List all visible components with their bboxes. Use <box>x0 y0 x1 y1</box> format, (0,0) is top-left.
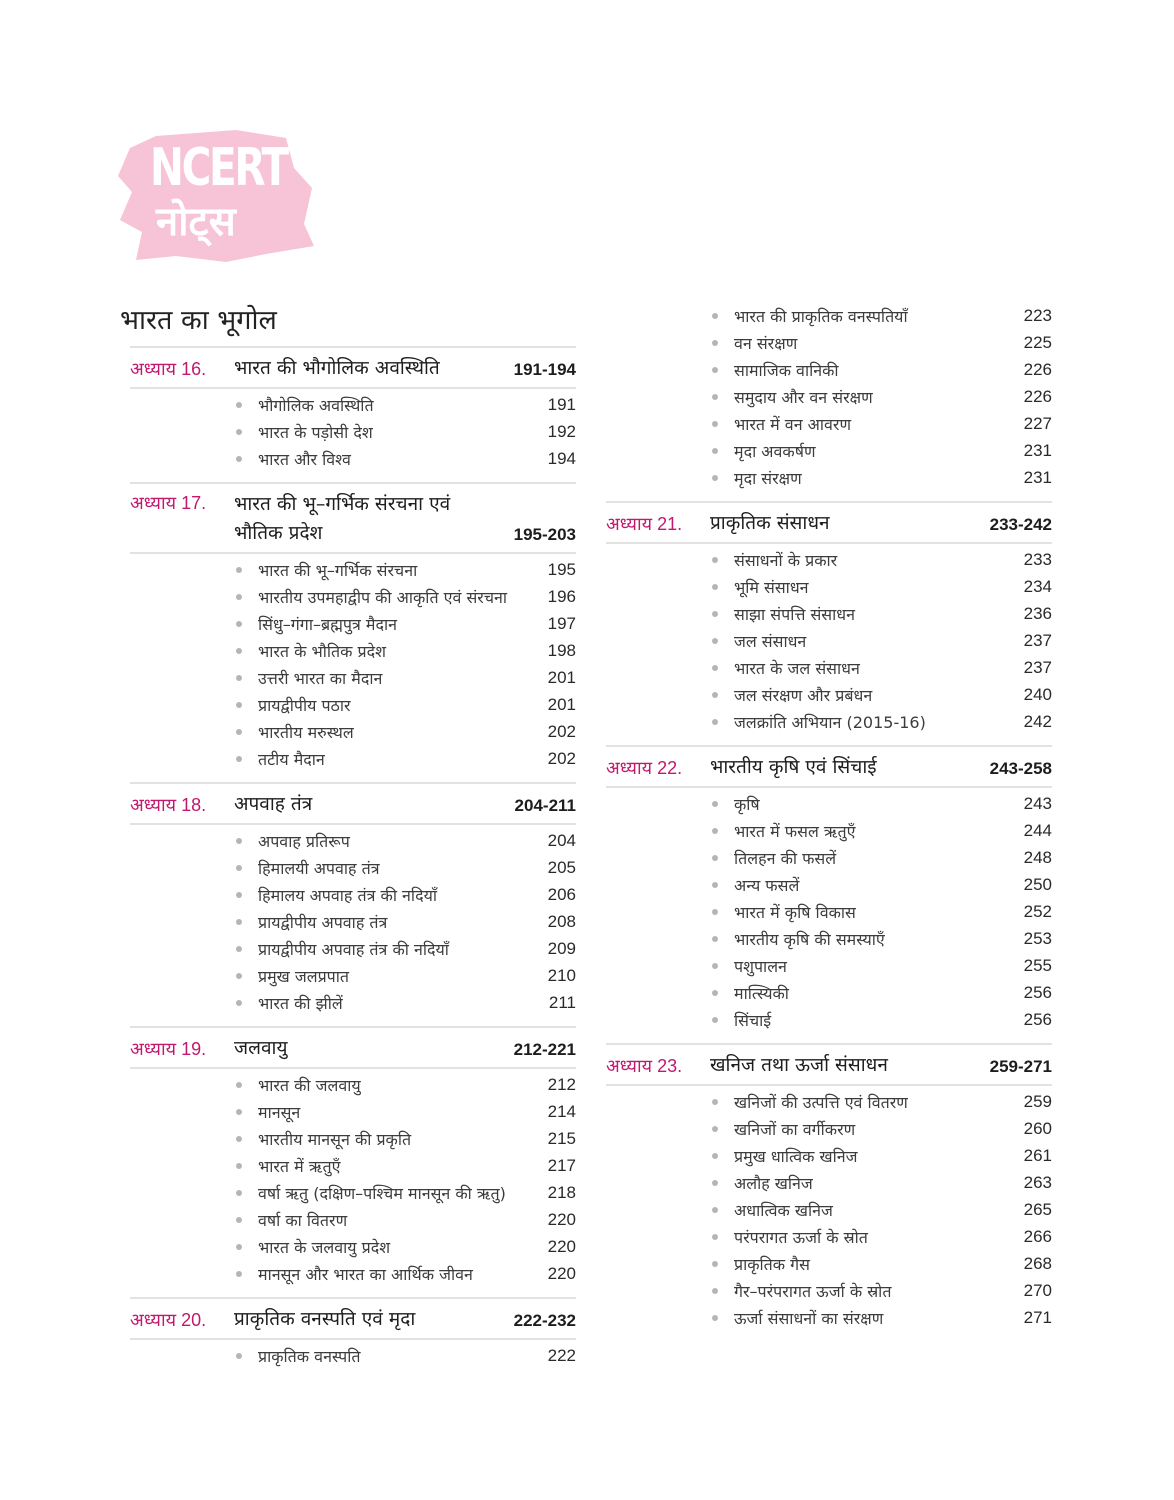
bullet-icon <box>712 367 718 373</box>
toc-item[interactable] <box>130 935 576 962</box>
bullet-icon <box>712 1288 718 1294</box>
bullet-icon <box>236 675 242 681</box>
toc-item[interactable] <box>606 329 1052 356</box>
toc-item[interactable] <box>130 1206 576 1233</box>
toc-item[interactable] <box>606 952 1052 979</box>
toc-item[interactable] <box>130 745 576 772</box>
item-text: भारत के जल संसाधन <box>734 658 860 678</box>
bullet-icon <box>712 448 718 454</box>
item-page: 253 <box>1023 928 1052 948</box>
bullet-icon <box>236 919 242 925</box>
toc-item[interactable] <box>130 637 576 664</box>
item-page: 256 <box>1023 1009 1052 1029</box>
item-page: 226 <box>1023 359 1052 379</box>
chapter-pages: 191-194 <box>513 360 576 379</box>
item-page: 220 <box>547 1263 576 1283</box>
item-text: भारत के पड़ोसी देश <box>258 422 373 442</box>
item-text: सिंधु–गंगा–ब्रह्मपुत्र मैदान <box>258 614 398 634</box>
item-text: भारत में ऋतुएँ <box>258 1156 341 1176</box>
toc-item[interactable] <box>130 881 576 908</box>
item-text: तटीय मैदान <box>258 749 325 769</box>
item-page: 268 <box>1023 1253 1052 1273</box>
item-page: 240 <box>1023 684 1052 704</box>
bullet-icon <box>712 1315 718 1321</box>
bullet-icon <box>236 1000 242 1006</box>
bullet-icon <box>236 1136 242 1142</box>
item-page: 210 <box>547 965 576 985</box>
bullet-icon <box>236 838 242 844</box>
bullet-icon <box>712 665 718 671</box>
item-page: 194 <box>547 448 576 468</box>
item-page: 198 <box>547 640 576 660</box>
toc-item[interactable] <box>606 1169 1052 1196</box>
chapter-17 <box>130 482 576 782</box>
item-page: 259 <box>1023 1091 1052 1111</box>
bullet-icon <box>236 1217 242 1223</box>
bullet-icon <box>712 1017 718 1023</box>
item-text: भारतीय मरुस्थल <box>258 722 354 742</box>
bullet-icon <box>712 855 718 861</box>
toc-right-column <box>606 302 1052 1341</box>
bullet-icon <box>712 638 718 644</box>
item-text: परंपरागत ऊर्जा के स्रोत <box>734 1227 868 1247</box>
item-text: भारतीय कृषि की समस्याएँ <box>734 929 885 949</box>
bullet-icon <box>236 729 242 735</box>
item-page: 261 <box>1023 1145 1052 1165</box>
item-text: अलौह खनिज <box>734 1173 813 1193</box>
item-page: 248 <box>1023 847 1052 867</box>
toc-item[interactable] <box>606 627 1052 654</box>
chapter-title-line2: भौतिक प्रदेश <box>234 522 323 544</box>
chapter-pages: 233-242 <box>989 515 1052 534</box>
item-text: जल संसाधन <box>734 631 807 651</box>
chapter-title <box>234 490 496 548</box>
item-text: प्रमुख जलप्रपात <box>258 966 350 986</box>
item-text: प्रायद्वीपीय पठार <box>258 695 351 715</box>
item-text: भारत में फसल ऋतुएँ <box>734 821 856 841</box>
item-text: भारत के जलवायु प्रदेश <box>258 1237 391 1257</box>
item-page: 250 <box>1023 874 1052 894</box>
bullet-icon <box>236 1163 242 1169</box>
item-text: भारत के भौतिक प्रदेश <box>258 641 387 661</box>
bullet-icon <box>712 828 718 834</box>
bullet-icon <box>236 621 242 627</box>
chapter-20 <box>130 1297 576 1379</box>
item-text: हिमालयी अपवाह तंत्र <box>258 858 380 878</box>
bullet-icon <box>236 946 242 952</box>
item-text: भौगोलिक अवस्थिति <box>258 395 374 415</box>
chapter-heading[interactable] <box>606 1045 1052 1086</box>
item-page: 231 <box>1023 467 1052 487</box>
toc-item[interactable] <box>606 1223 1052 1250</box>
toc-item[interactable] <box>130 391 576 418</box>
bullet-icon <box>236 429 242 435</box>
item-page: 225 <box>1023 332 1052 352</box>
chapter-title: भारत की भौगोलिक अवस्थिति <box>234 357 440 379</box>
item-page: 256 <box>1023 982 1052 1002</box>
item-text: मानसून और भारत का आर्थिक जीवन <box>258 1264 473 1284</box>
item-text: वर्षा ऋतु (दक्षिण–पश्चिम मानसून की ऋतु) <box>258 1183 506 1203</box>
item-text: भारत में कृषि विकास <box>734 902 856 922</box>
toc-item[interactable] <box>130 691 576 718</box>
toc-item[interactable] <box>606 464 1052 491</box>
toc-item[interactable] <box>606 790 1052 817</box>
item-page: 217 <box>547 1155 576 1175</box>
item-page: 195 <box>547 559 576 579</box>
toc-item[interactable] <box>606 1277 1052 1304</box>
chapter-21 <box>606 501 1052 745</box>
bullet-icon <box>712 340 718 346</box>
item-text: सिंचाई <box>734 1010 772 1030</box>
chapter-heading[interactable] <box>130 1028 576 1069</box>
chapter-pages: 204-211 <box>514 796 576 815</box>
bullet-icon <box>712 584 718 590</box>
chapter-title-line1: भारत की भू–गर्भिक संरचना एवं <box>234 493 451 515</box>
bullet-icon <box>236 594 242 600</box>
section-title: भारत का भूगोल <box>120 305 277 336</box>
chapter-label: अध्याय 20. <box>130 1310 207 1330</box>
chapter-label: अध्याय 17. <box>130 493 207 513</box>
item-text: खनिजों की उत्पत्ति एवं वितरण <box>734 1092 908 1112</box>
toc-item[interactable] <box>130 962 576 989</box>
item-page: 206 <box>547 884 576 904</box>
chapter-title: खनिज तथा ऊर्जा संसाधन <box>710 1054 888 1076</box>
item-page: 255 <box>1023 955 1052 975</box>
item-text: भारतीय उपमहाद्वीप की आकृति एवं संरचना <box>258 587 508 607</box>
item-text: समुदाय और वन संरक्षण <box>734 387 873 407</box>
item-text: हिमालय अपवाह तंत्र की नदियाँ <box>258 885 438 905</box>
bullet-icon <box>712 801 718 807</box>
chapter-title: भारतीय कृषि एवं सिंचाई <box>710 756 877 778</box>
chapter-heading[interactable] <box>130 1299 576 1340</box>
item-text: प्राकृतिक वनस्पति <box>258 1346 361 1366</box>
item-page: 220 <box>547 1236 576 1256</box>
toc-item[interactable] <box>606 410 1052 437</box>
item-text: वन संरक्षण <box>734 333 798 353</box>
item-page: 209 <box>547 938 576 958</box>
item-page: 222 <box>547 1345 576 1365</box>
toc-item[interactable] <box>130 908 576 935</box>
item-page: 201 <box>547 694 576 714</box>
item-text: पशुपालन <box>734 956 787 976</box>
toc-item[interactable] <box>130 827 576 854</box>
item-text: अपवाह प्रतिरूप <box>258 831 350 851</box>
toc-item[interactable] <box>130 418 576 445</box>
item-page: 270 <box>1023 1280 1052 1300</box>
bullet-icon <box>236 1244 242 1250</box>
toc-item[interactable] <box>130 718 576 745</box>
toc-item[interactable] <box>130 1233 576 1260</box>
item-text: अधात्विक खनिज <box>734 1200 833 1220</box>
toc-item[interactable] <box>130 1125 576 1152</box>
toc-item[interactable] <box>606 546 1052 573</box>
item-text: मृदा संरक्षण <box>734 468 802 488</box>
item-page: 201 <box>547 667 576 687</box>
toc-item[interactable] <box>606 708 1052 735</box>
toc-item[interactable] <box>606 573 1052 600</box>
toc-item[interactable] <box>606 1250 1052 1277</box>
toc-item[interactable] <box>606 1006 1052 1033</box>
toc-item[interactable] <box>606 1196 1052 1223</box>
item-text: मृदा अवकर्षण <box>734 441 816 461</box>
item-page: 211 <box>548 992 576 1012</box>
item-text: खनिजों का वर्गीकरण <box>734 1119 856 1139</box>
bullet-icon <box>712 1126 718 1132</box>
item-page: 237 <box>1023 657 1052 677</box>
item-page: 263 <box>1023 1172 1052 1192</box>
bullet-icon <box>712 1180 718 1186</box>
chapter-heading[interactable] <box>130 784 576 825</box>
toc-item[interactable] <box>606 600 1052 627</box>
item-page: 202 <box>547 721 576 741</box>
item-text: ऊर्जा संसाधनों का संरक्षण <box>734 1308 884 1328</box>
toc-item[interactable] <box>130 1342 576 1369</box>
bullet-icon <box>236 402 242 408</box>
logo-line2: नोट्स <box>156 199 236 245</box>
bullet-icon <box>712 990 718 996</box>
item-page: 252 <box>1023 901 1052 921</box>
item-page: 236 <box>1023 603 1052 623</box>
toc-item[interactable] <box>130 664 576 691</box>
item-text: भारतीय मानसून की प्रकृति <box>258 1129 412 1149</box>
item-text: सामाजिक वानिकी <box>734 360 839 380</box>
chapter-heading[interactable] <box>130 348 576 389</box>
bullet-icon <box>712 475 718 481</box>
bullet-icon <box>712 394 718 400</box>
chapter-label: अध्याय 22. <box>606 758 683 778</box>
item-text: भारत में वन आवरण <box>734 414 852 434</box>
toc-item[interactable] <box>606 654 1052 681</box>
item-page: 260 <box>1023 1118 1052 1138</box>
toc-item[interactable] <box>606 1304 1052 1331</box>
bullet-icon <box>236 702 242 708</box>
item-text: प्रायद्वीपीय अपवाह तंत्र <box>258 912 388 932</box>
chapter-title: प्राकृतिक संसाधन <box>710 512 830 534</box>
toc-item[interactable] <box>606 979 1052 1006</box>
chapter-title: प्राकृतिक वनस्पति एवं मृदा <box>234 1308 416 1330</box>
bullet-icon <box>236 1109 242 1115</box>
item-text: भारत की झीलें <box>258 993 343 1013</box>
chapter-19 <box>130 1026 576 1297</box>
item-text: भूमि संसाधन <box>734 577 809 597</box>
item-page: 220 <box>547 1209 576 1229</box>
bullet-icon <box>712 1099 718 1105</box>
chapter-title: जलवायु <box>234 1037 288 1059</box>
toc-item[interactable] <box>606 356 1052 383</box>
item-page: 197 <box>547 613 576 633</box>
bullet-icon <box>236 892 242 898</box>
toc-item[interactable] <box>130 556 576 583</box>
bullet-icon <box>712 421 718 427</box>
item-page: 196 <box>547 586 576 606</box>
item-text: जल संरक्षण और प्रबंधन <box>734 685 873 705</box>
item-page: 231 <box>1023 440 1052 460</box>
item-page: 265 <box>1023 1199 1052 1219</box>
bullet-icon <box>712 611 718 617</box>
item-page: 227 <box>1023 413 1052 433</box>
chapter-pages: 259-271 <box>989 1057 1052 1076</box>
bullet-icon <box>236 1190 242 1196</box>
toc-item[interactable] <box>606 302 1052 329</box>
chapter-label: अध्याय 16. <box>130 359 207 379</box>
toc-item[interactable] <box>606 1088 1052 1115</box>
item-text: प्राकृतिक गैस <box>734 1254 810 1274</box>
bullet-icon <box>236 567 242 573</box>
item-text: भारत की भू–गर्भिक संरचना <box>258 560 418 580</box>
chapter-pages: 222-232 <box>513 1311 576 1330</box>
bullet-icon <box>236 756 242 762</box>
bullet-icon <box>712 1207 718 1213</box>
bullet-icon <box>236 648 242 654</box>
toc-item[interactable] <box>606 383 1052 410</box>
chapter-16 <box>130 346 576 482</box>
item-text: भारत की प्राकृतिक वनस्पतियाँ <box>734 306 908 326</box>
toc-item[interactable] <box>130 1098 576 1125</box>
bullet-icon <box>236 1271 242 1277</box>
chapter-heading[interactable] <box>130 484 576 554</box>
toc-item[interactable] <box>130 989 576 1016</box>
chapter-title: अपवाह तंत्र <box>234 793 313 815</box>
item-text: अन्य फसलें <box>734 875 800 895</box>
bullet-icon <box>712 719 718 725</box>
item-page: 202 <box>547 748 576 768</box>
bullet-icon <box>712 1234 718 1240</box>
bullet-icon <box>712 1153 718 1159</box>
bullet-icon <box>236 973 242 979</box>
item-text: भारत और विश्व <box>258 449 351 469</box>
item-text: प्रायद्वीपीय अपवाह तंत्र की नदियाँ <box>258 939 449 959</box>
bullet-icon <box>712 692 718 698</box>
item-text: प्रमुख धात्विक खनिज <box>734 1146 858 1166</box>
item-page: 223 <box>1023 305 1052 325</box>
bullet-icon <box>712 313 718 319</box>
chapter-heading[interactable] <box>606 747 1052 788</box>
bullet-icon <box>712 557 718 563</box>
chapter-heading[interactable] <box>606 503 1052 544</box>
toc-item[interactable] <box>606 1115 1052 1142</box>
chapter-23 <box>606 1043 1052 1341</box>
bullet-icon <box>712 1261 718 1267</box>
item-page: 215 <box>547 1128 576 1148</box>
chapter-pages: 212-221 <box>513 1040 576 1059</box>
bullet-icon <box>236 865 242 871</box>
toc-item[interactable] <box>130 1071 576 1098</box>
item-page: 237 <box>1023 630 1052 650</box>
bullet-icon <box>236 1353 242 1359</box>
toc-item[interactable] <box>130 1152 576 1179</box>
toc-item[interactable] <box>606 898 1052 925</box>
bullet-icon <box>712 882 718 888</box>
item-page: 244 <box>1023 820 1052 840</box>
item-text: वर्षा का वितरण <box>258 1210 348 1230</box>
toc-item[interactable] <box>130 854 576 881</box>
item-page: 205 <box>547 857 576 877</box>
toc-item[interactable] <box>130 1260 576 1287</box>
item-page: 226 <box>1023 386 1052 406</box>
toc-item[interactable] <box>130 445 576 472</box>
item-text: मानसून <box>258 1102 301 1122</box>
chapter-label: अध्याय 18. <box>130 795 207 815</box>
bullet-icon <box>712 963 718 969</box>
toc-item[interactable] <box>606 437 1052 464</box>
chapter-label: अध्याय 21. <box>606 514 683 534</box>
item-page: 192 <box>547 421 576 441</box>
item-text: जलक्रांति अभियान (2015-16) <box>734 712 926 732</box>
bullet-icon <box>712 936 718 942</box>
toc-item[interactable] <box>130 583 576 610</box>
chapter-label: अध्याय 23. <box>606 1056 683 1076</box>
item-page: 214 <box>547 1101 576 1121</box>
item-page: 208 <box>547 911 576 931</box>
item-page: 191 <box>547 394 576 414</box>
toc-item[interactable] <box>606 817 1052 844</box>
toc-item[interactable] <box>606 844 1052 871</box>
chapter-22 <box>606 745 1052 1043</box>
toc-item[interactable] <box>606 681 1052 708</box>
item-page: 234 <box>1023 576 1052 596</box>
item-page: 271 <box>1023 1307 1052 1327</box>
item-page: 218 <box>547 1182 576 1202</box>
item-text: साझा संपत्ति संसाधन <box>734 604 855 624</box>
item-text: कृषि <box>734 794 760 814</box>
toc-left-column <box>130 346 576 1379</box>
item-page: 242 <box>1023 711 1052 731</box>
bullet-icon <box>236 456 242 462</box>
chapter-18 <box>130 782 576 1026</box>
item-page: 266 <box>1023 1226 1052 1246</box>
bullet-icon <box>236 1082 242 1088</box>
toc-item[interactable] <box>130 1179 576 1206</box>
logo-line1: NCERT <box>150 138 287 198</box>
toc-item[interactable] <box>606 925 1052 952</box>
chapter-pages: 195-203 <box>513 525 576 544</box>
item-page: 233 <box>1023 549 1052 569</box>
bullet-icon <box>712 909 718 915</box>
item-text: भारत की जलवायु <box>258 1075 361 1095</box>
chapter-pages: 243-258 <box>989 759 1052 778</box>
item-page: 204 <box>547 830 576 850</box>
toc-item[interactable] <box>606 1142 1052 1169</box>
toc-item[interactable] <box>130 610 576 637</box>
chapter-label: अध्याय 19. <box>130 1039 207 1059</box>
item-text: तिलहन की फसलें <box>734 848 837 868</box>
item-text: उत्तरी भारत का मैदान <box>258 668 383 688</box>
item-page: 212 <box>547 1074 576 1094</box>
item-text: मात्स्यिकी <box>734 983 789 1003</box>
toc-item[interactable] <box>606 871 1052 898</box>
item-text: गैर–परंपरागत ऊर्जा के स्रोत <box>734 1281 892 1301</box>
ncert-notes-logo <box>116 128 316 266</box>
item-text: संसाधनों के प्रकार <box>734 550 838 570</box>
item-page: 243 <box>1023 793 1052 813</box>
chapter-20-continued <box>606 302 1052 501</box>
